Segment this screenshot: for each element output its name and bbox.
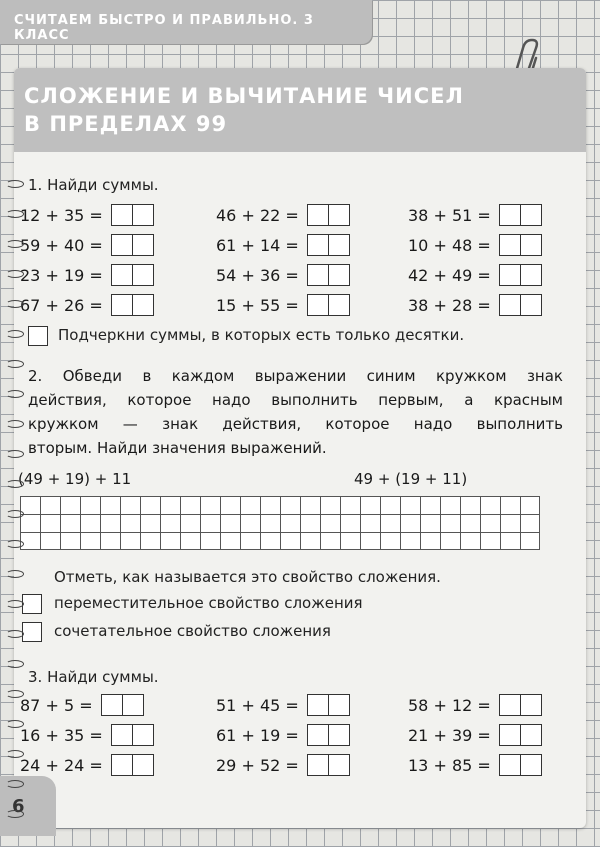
binder-ring	[6, 330, 24, 338]
task1-expression-text: 46 + 22 =	[216, 205, 299, 225]
answer-box[interactable]	[111, 234, 154, 256]
task1-expression	[216, 204, 350, 226]
binder-ring	[6, 630, 24, 638]
task3-expression-text: 58 + 12 =	[408, 695, 491, 715]
task2-line: вторым. Найди значения выражений.	[28, 439, 327, 457]
binder-ring	[6, 660, 24, 668]
answer-box[interactable]	[111, 754, 154, 776]
binder-ring	[6, 600, 24, 608]
answer-box[interactable]	[499, 204, 542, 226]
answer-box[interactable]	[111, 724, 154, 746]
binder-ring	[6, 360, 24, 368]
task1-expression-text: 59 + 40 =	[20, 235, 103, 255]
binder-ring	[6, 690, 24, 698]
task1-expression-text: 67 + 26 =	[20, 295, 103, 315]
answer-box[interactable]	[307, 724, 350, 746]
answer-box[interactable]	[499, 234, 542, 256]
worksheet-card	[14, 68, 586, 828]
option-associative-checkbox[interactable]	[22, 622, 42, 642]
task1-expression	[408, 264, 542, 286]
binder-ring	[6, 180, 24, 188]
answer-box[interactable]	[307, 264, 350, 286]
task1-expression	[20, 264, 154, 286]
task1-expression-text: 38 + 28 =	[408, 295, 491, 315]
title-band	[14, 68, 586, 152]
series-title: СЧИТАЕМ БЫСТРО И ПРАВИЛЬНО. 3 КЛАСС	[14, 13, 314, 43]
task1-expression	[20, 204, 154, 226]
binder-ring	[6, 570, 24, 578]
task1-instruction: Подчеркни суммы, в которых есть только десятки.	[58, 326, 465, 344]
task3-expression	[216, 694, 350, 716]
task3-expression	[408, 694, 542, 716]
binder-ring	[6, 510, 24, 518]
task1-expression	[216, 234, 350, 256]
task1-expression	[216, 294, 350, 316]
answer-box[interactable]	[307, 754, 350, 776]
binder-ring	[6, 390, 24, 398]
task3-expression	[408, 754, 542, 776]
task3-expression-text: 16 + 35 =	[20, 725, 103, 745]
option-commutative-checkbox[interactable]	[22, 594, 42, 614]
binder-ring	[6, 450, 24, 458]
answer-box[interactable]	[499, 294, 542, 316]
task1-underline-checkbox[interactable]	[28, 326, 48, 346]
title-line-1: СЛОЖЕНИЕ И ВЫЧИТАНИЕ ЧИСЕЛ	[24, 84, 464, 108]
task1-expression-text: 15 + 55 =	[216, 295, 299, 315]
task1-expression	[408, 204, 542, 226]
task1-expression	[408, 294, 542, 316]
binder-ring	[6, 240, 24, 248]
task1-expression	[20, 234, 154, 256]
task1-expression-text: 12 + 35 =	[20, 205, 103, 225]
answer-box[interactable]	[499, 694, 542, 716]
answer-box[interactable]	[499, 724, 542, 746]
task1-expression	[216, 264, 350, 286]
task1-expression-text: 38 + 51 =	[408, 205, 491, 225]
task2-expression-left: (49 + 19) + 11	[18, 470, 132, 488]
binder-ring	[6, 810, 24, 818]
answer-box[interactable]	[101, 694, 144, 716]
answer-box[interactable]	[111, 294, 154, 316]
task3-expression	[408, 724, 542, 746]
page-number: 6	[12, 796, 25, 817]
task3-expression-text: 29 + 52 =	[216, 755, 299, 775]
task2-line: кружком — знак действия, которое надо выполнить	[28, 415, 563, 433]
task1-label: 1. Найди суммы.	[28, 176, 159, 194]
task3-expression-text: 24 + 24 =	[20, 755, 103, 775]
task2-line: действия, которое надо выполнить первым, а красным	[28, 391, 563, 409]
binder-ring	[6, 720, 24, 728]
answer-box[interactable]	[111, 204, 154, 226]
task1-expression-text: 61 + 14 =	[216, 235, 299, 255]
answer-box[interactable]	[111, 264, 154, 286]
binder-ring	[6, 750, 24, 758]
task1-expression	[20, 294, 154, 316]
task3-expression	[216, 724, 350, 746]
binder-ring	[6, 480, 24, 488]
binder-ring	[6, 300, 24, 308]
task3-expression	[216, 754, 350, 776]
binder-ring	[6, 420, 24, 428]
task3-expression-text: 87 + 5 =	[20, 695, 93, 715]
task3-expression	[20, 694, 144, 716]
answer-box[interactable]	[307, 204, 350, 226]
task2-line: 2. Обведи в каждом выражении синим кружком знак	[28, 367, 563, 385]
task2-answer-grid[interactable]	[20, 496, 540, 550]
answer-box[interactable]	[307, 694, 350, 716]
task2-instructions	[28, 364, 563, 460]
task1-expression	[408, 234, 542, 256]
option-associative-label: сочетательное свойство сложения	[54, 622, 331, 640]
task3-expression	[20, 724, 154, 746]
binder-ring	[6, 210, 24, 218]
binder-ring	[6, 780, 24, 788]
answer-box[interactable]	[499, 264, 542, 286]
task1-expression-text: 42 + 49 =	[408, 265, 491, 285]
series-header	[0, 0, 372, 44]
task2-question: Отметь, как называется это свойство сложения.	[54, 568, 441, 586]
page-title	[24, 82, 464, 138]
answer-box[interactable]	[499, 754, 542, 776]
task1-expression-text: 23 + 19 =	[20, 265, 103, 285]
task3-expression	[20, 754, 154, 776]
binder-ring	[6, 270, 24, 278]
answer-box[interactable]	[307, 294, 350, 316]
task3-expression-text: 61 + 19 =	[216, 725, 299, 745]
binder-ring	[6, 540, 24, 548]
task3-expression-text: 21 + 39 =	[408, 725, 491, 745]
task3-label: 3. Найди суммы.	[28, 668, 159, 686]
option-commutative-label: переместительное свойство сложения	[54, 594, 363, 612]
task1-expression-text: 54 + 36 =	[216, 265, 299, 285]
title-line-2: В ПРЕДЕЛАХ 99	[24, 112, 228, 136]
task3-expression-text: 51 + 45 =	[216, 695, 299, 715]
task2-expression-right: 49 + (19 + 11)	[354, 470, 468, 488]
task1-expression-text: 10 + 48 =	[408, 235, 491, 255]
answer-box[interactable]	[307, 234, 350, 256]
task3-expression-text: 13 + 85 =	[408, 755, 491, 775]
